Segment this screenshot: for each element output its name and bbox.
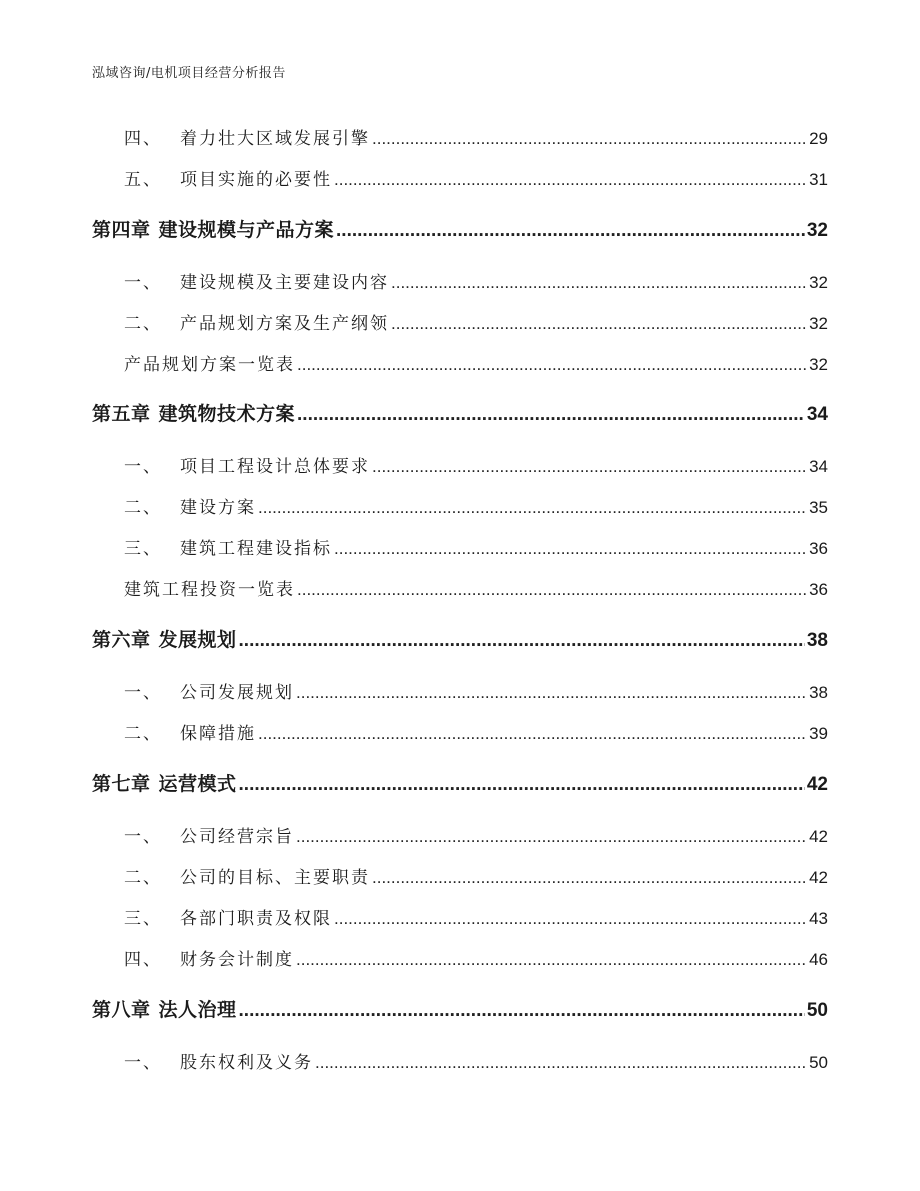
- dot-leader: [258, 724, 807, 744]
- dot-leader: [315, 1053, 807, 1073]
- toc-entry-number: 一、: [124, 827, 162, 847]
- toc-entry-number: 一、: [124, 1053, 162, 1073]
- toc-entry-title: 建筑工程投资一览表: [124, 580, 295, 600]
- dot-leader: [334, 909, 807, 929]
- toc-chapter-number: 第四章: [92, 219, 151, 241]
- dot-leader: [239, 774, 805, 796]
- toc-entry-page: 31: [809, 170, 828, 189]
- toc-chapter-page: 32: [806, 220, 828, 241]
- toc-entry-page: 36: [809, 580, 828, 599]
- toc-entry[interactable]: [124, 165, 828, 190]
- dot-leader: [334, 539, 807, 559]
- toc-chapter-number: 第八章: [92, 999, 151, 1021]
- toc-chapter[interactable]: [92, 215, 828, 242]
- toc-entry-number: 二、: [124, 724, 162, 744]
- dot-leader: [297, 580, 807, 600]
- toc-entry[interactable]: [124, 822, 828, 847]
- toc-entry-page: 50: [809, 1053, 828, 1072]
- toc-chapter-title: 运营模式: [158, 773, 237, 795]
- toc-entry-title: 建筑工程建设指标: [180, 539, 332, 559]
- toc-entry[interactable]: [124, 678, 828, 703]
- toc-entry-page: 36: [809, 539, 828, 558]
- dot-leader: [372, 457, 807, 477]
- toc-entry[interactable]: [124, 945, 828, 970]
- dot-leader: [296, 827, 807, 847]
- toc-entry[interactable]: [124, 534, 828, 559]
- toc-entry-number: 一、: [124, 457, 162, 477]
- dot-leader: [297, 404, 805, 426]
- toc-chapter[interactable]: [92, 625, 828, 652]
- toc-entry[interactable]: [124, 350, 828, 375]
- toc-entry-page: 42: [809, 868, 828, 887]
- toc-entry-page: 39: [809, 724, 828, 743]
- dot-leader: [372, 129, 807, 149]
- toc-entry-title: 项目实施的必要性: [180, 170, 332, 190]
- toc-entry-title: 建设规模及主要建设内容: [180, 273, 389, 293]
- toc-chapter-page: 34: [806, 404, 828, 425]
- dot-leader: [336, 220, 805, 242]
- toc-chapter-number: 第五章: [92, 403, 151, 425]
- toc-entry-page: 29: [809, 129, 828, 148]
- toc-entry-page: 32: [809, 355, 828, 374]
- toc-entry-number: 三、: [124, 909, 162, 929]
- toc-entry[interactable]: [124, 124, 828, 149]
- toc-entry-page: 32: [809, 314, 828, 333]
- toc-chapter-title: 建设规模与产品方案: [158, 219, 335, 241]
- toc-entry-number: 一、: [124, 683, 162, 703]
- toc-entry-page: 38: [809, 683, 828, 702]
- dot-leader: [239, 1000, 805, 1022]
- toc-entry-page: 46: [809, 950, 828, 969]
- toc-entry-number: 四、: [124, 950, 162, 970]
- dot-leader: [391, 314, 807, 334]
- toc-entry[interactable]: [124, 493, 828, 518]
- toc-entry-title: 产品规划方案一览表: [124, 355, 295, 375]
- toc-chapter-page: 50: [806, 1000, 828, 1021]
- toc-entry[interactable]: [124, 309, 828, 334]
- toc-chapter-page: 42: [806, 774, 828, 795]
- toc-entry-number: 二、: [124, 314, 162, 334]
- toc-chapter-page: 38: [806, 630, 828, 651]
- dot-leader: [334, 170, 807, 190]
- toc-entry[interactable]: [124, 863, 828, 888]
- toc-entry-title: 各部门职责及权限: [180, 909, 332, 929]
- dot-leader: [296, 683, 807, 703]
- toc-entry-page: 35: [809, 498, 828, 517]
- dot-leader: [372, 868, 807, 888]
- toc-entry-number: 二、: [124, 498, 162, 518]
- toc-entry-title: 保障措施: [180, 724, 256, 744]
- toc-entry-title: 建设方案: [180, 498, 256, 518]
- toc-entry-page: 32: [809, 273, 828, 292]
- toc-entry-title: 财务会计制度: [180, 950, 294, 970]
- dot-leader: [391, 273, 807, 293]
- toc-entry-page: 42: [809, 827, 828, 846]
- toc-chapter[interactable]: [92, 399, 828, 426]
- toc-entry-page: 43: [809, 909, 828, 928]
- toc-entry-number: 三、: [124, 539, 162, 559]
- toc-entry-title: 项目工程设计总体要求: [180, 457, 370, 477]
- toc-entry[interactable]: [124, 452, 828, 477]
- toc-chapter-title: 发展规划: [158, 629, 237, 651]
- dot-leader: [239, 630, 805, 652]
- toc-chapter-title: 建筑物技术方案: [158, 403, 296, 425]
- toc-entry-number: 四、: [124, 129, 162, 149]
- toc-entry-page: 34: [809, 457, 828, 476]
- dot-leader: [296, 950, 807, 970]
- toc-entry-title: 产品规划方案及生产纲领: [180, 314, 389, 334]
- toc-entry-title: 股东权利及义务: [180, 1053, 313, 1073]
- toc-entry-title: 着力壮大区域发展引擎: [180, 129, 370, 149]
- toc-chapter-title: 法人治理: [158, 999, 237, 1021]
- toc-entry[interactable]: [124, 268, 828, 293]
- toc-entry-number: 五、: [124, 170, 162, 190]
- toc-chapter-number: 第七章: [92, 773, 151, 795]
- toc-entry[interactable]: [124, 575, 828, 600]
- toc-entry-number: 二、: [124, 868, 162, 888]
- page-header: 泓域咨询/电机项目经营分析报告: [92, 66, 286, 81]
- toc-entry-title: 公司的目标、主要职责: [180, 868, 370, 888]
- toc-chapter[interactable]: [92, 769, 828, 796]
- dot-leader: [297, 355, 807, 375]
- toc-chapter[interactable]: [92, 995, 828, 1022]
- toc-entry[interactable]: [124, 1048, 828, 1073]
- toc-chapter-number: 第六章: [92, 629, 151, 651]
- dot-leader: [258, 498, 807, 518]
- toc-entry[interactable]: [124, 719, 828, 744]
- toc-entry-title: 公司经营宗旨: [180, 827, 294, 847]
- toc-entry[interactable]: [124, 904, 828, 929]
- toc-entry-title: 公司发展规划: [180, 683, 294, 703]
- toc-entry-number: 一、: [124, 273, 162, 293]
